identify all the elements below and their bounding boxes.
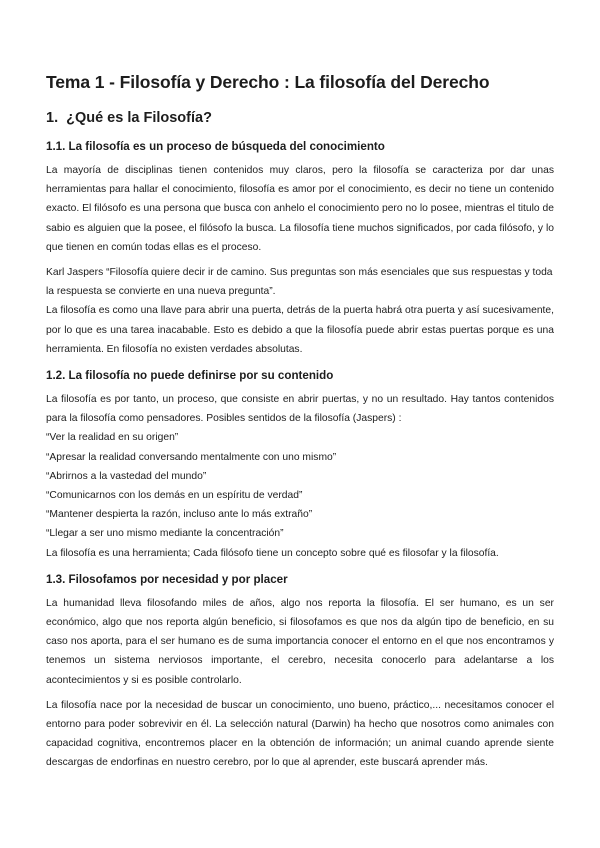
subsection-heading-1-2: 1.2. La filosofía no puede definirse por su contenido	[46, 369, 334, 383]
document-title: Tema 1 - Filosofía y Derecho : La filosofía del Derecho	[46, 72, 490, 92]
paragraph: La humanidad lleva filosofando miles de años, algo nos reporta la filosofía. El ser humano, es un ser económico, algo que nos reporta algún beneficio, si filosofamos es que nos da algún tipo de beneficio, en su caso nos aporta, para el ser humano es de suma importancia conocer el entorno en el que nos encontramos y tenemos un sistema nerviosos importante, el cerebro, necesita conocerlo para adelantarse a los acontecimientos y si es posible controlarlo.	[46, 597, 554, 686]
list-item: “Ver la realidad en su origen”	[46, 432, 179, 444]
list-item: “Mantener despierta la razón, incluso ante lo más extraño”	[46, 509, 313, 521]
subsection-heading-1-3: 1.3. Filosofamos por necesidad y por placer	[46, 572, 288, 586]
section-number: 1.	[46, 110, 59, 126]
list-item: “Llegar a ser uno mismo mediante la concentración”	[46, 528, 284, 540]
section-title: ¿Qué es la Filosofía?	[66, 110, 212, 126]
list-item: “Comunicarnos con los demás en un espíritu de verdad”	[46, 490, 303, 502]
subsection-heading-1-1: 1.1. La filosofía es un proceso de búsqueda del conocimiento	[46, 140, 385, 153]
section-heading	[46, 110, 554, 126]
paragraph: La mayoría de disciplinas tienen contenidos muy claros, pero la filosofía se caracteriza por dar unas herramientas para hallar el conocimiento, filosofía es amor por el conocimiento, es decir no tiene un contenido exacto. El filósofo es una persona que busca con anhelo el conocimiento pero no lo posee, mientras el titulo de sabio es alguien que la posee, el filósofo la busca. La filosofía tiene muchos significados, por cada filósofo, y lo que tienen en común todas ellas es el proceso.	[46, 165, 554, 253]
paragraph: La filosofía nace por la necesidad de buscar un conocimiento, uno bueno, práctico,... necesitamos conocer el entorno para poder sobrevivir en él. La selección natural (Darwin) ha hecho que nosotros como animales con capacidad cognitiva, encontremos placer en la obtención de información; un animal cuando aprende siente descargas de endorfinas en nuestro cerebro, por lo que al aprender, este buscará aprender más.	[46, 699, 554, 769]
list-item: “Abrirnos a la vastedad del mundo”	[46, 470, 207, 482]
list-item: “Apresar la realidad conversando mentalmente con uno mismo”	[46, 451, 337, 463]
paragraph: La filosofía es por tanto, un proceso, que consiste en abrir puertas, y no un resultado. Hay tantos contenidos para la filosofía como pensadores. Posibles sentidos de la filosofía (Jaspers) :	[46, 394, 554, 425]
paragraph: La filosofía es una herramienta; Cada filósofo tiene un concepto sobre qué es filosofar y la filosofía.	[46, 547, 499, 559]
paragraph: La filosofía es como una llave para abrir una puerta, detrás de la puerta habrá otra puerta y así sucesivamente, por lo que es una tarea inacabable. Esto es debido a que la filosofía puede abrir estas puertas porque es una herramienta. En filosofía no existen verdades absolutas.	[46, 305, 554, 355]
jaspers-quote: Karl Jaspers “Filosofía quiere decir ir de camino. Sus preguntas son más esenciales que sus respuestas y toda la respuesta se convierte en una nueva pregunta”.	[46, 267, 553, 298]
